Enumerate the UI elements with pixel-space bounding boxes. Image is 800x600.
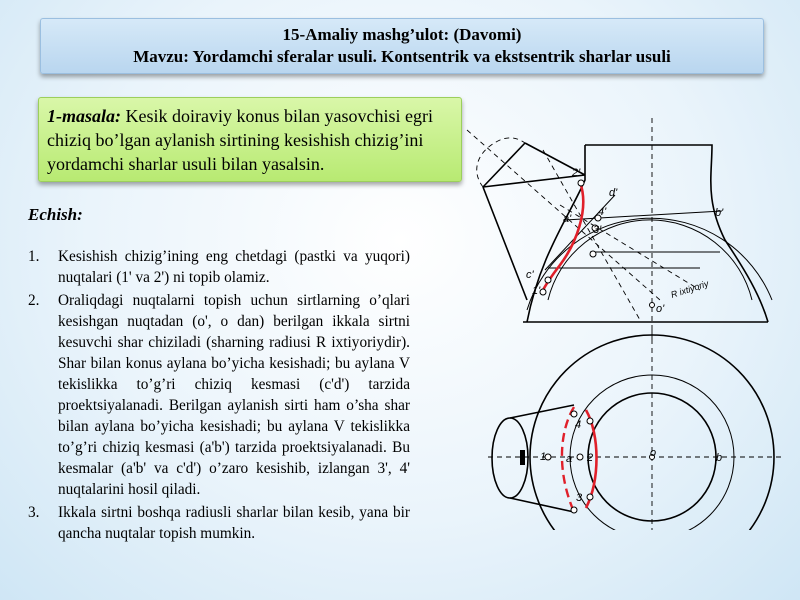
task-text: Kesik doiraviy konus bilan yasovchisi egri chiziq bo’lgan aylanish sirtining kesishish chizig’ini yordamchi sharlar usuli bilan yasalsin. <box>47 106 433 174</box>
label-radius: R ixtiyoriy <box>669 278 710 300</box>
label-a: a <box>566 453 573 465</box>
front-intersection-curve <box>542 182 583 292</box>
label-o: o <box>650 447 657 459</box>
title-line-1: 15-Amaliy mashg’ulot: (Davomi) <box>282 25 522 44</box>
label-c-prime: c' <box>526 269 534 281</box>
cone-bottom-generator <box>483 187 527 300</box>
label-b-prime: b' <box>715 207 724 219</box>
step-number: 2. <box>28 292 40 309</box>
label-2-prime: 2' <box>572 167 581 179</box>
step-text: Kesishish chizig’ining eng chetdagi (pastki va yuqori) nuqtalari (1' va 2') ni topib olamiz. <box>58 248 410 286</box>
task-box <box>38 97 462 182</box>
step-text: Oraliqdagi nuqtalarni topish uchun sirtlarning o’qlari kesishgan nuqtadan (o', o dan) berilgan ikkala sirtni kesuvchi shar chiziladi (sharning radiusi R ixtiyoriydir). Shar bilan konus aylana bo’yicha kesishadi; bu aylana V tekislikka to’g’ri chiziq kesmasi (c'd') tarzida proektsiyalanadi. Berilgan aylanish sirti ham o’sha shar bilan aylana bo’yicha kesishadi; bu aylana V tekislikka to’g’ri chiziq kesmasi (a'b') tarzida proektsiyalanadi. Bu kesmalar (a'b' va c'd') o’zaro kesishib, izlangan 3', 4' nuqtalarini hosil qiladi. <box>58 292 410 498</box>
front-labels <box>526 167 724 315</box>
label-o-prime: o' <box>656 303 665 315</box>
label-d-prime: d' <box>609 187 618 199</box>
cone-axis-mark <box>520 450 525 465</box>
label-2: 2 <box>587 452 594 464</box>
step-item <box>28 502 410 544</box>
label-b: b <box>716 452 723 464</box>
label-1-prime: 1' <box>532 285 541 297</box>
label-3-prime: 3' <box>593 224 602 236</box>
step-number: 1. <box>28 248 40 265</box>
label-1: 1 <box>540 451 547 463</box>
label-4-prime: 4' <box>598 206 607 218</box>
step-text: Ikkala sirtni boshqa radiusli sharlar bilan kesib, yana bir qancha nuqtalar topish mumkin. <box>58 504 410 542</box>
label-3: 3 <box>576 492 583 504</box>
geometry-drawing <box>462 110 782 530</box>
top-view <box>492 335 774 530</box>
title-line-2: Mavzu: Yordamchi sferalar usuli. Kontsentrik va ekstsentrik sharlar usuli <box>133 47 671 66</box>
label-4: 4 <box>575 419 582 431</box>
step-item <box>28 246 410 288</box>
solution-heading: Echish: <box>28 205 83 224</box>
cone-top-generator-plan <box>510 405 574 418</box>
task-label: 1-masala: <box>47 106 121 126</box>
solution-steps <box>28 246 410 546</box>
front-points <box>540 180 655 308</box>
title-banner <box>40 18 764 74</box>
label-a-prime: a' <box>563 213 572 225</box>
cone-top-generator <box>483 175 585 187</box>
step-item <box>28 290 410 500</box>
top-construction <box>488 330 782 530</box>
step-number: 3. <box>28 504 40 521</box>
